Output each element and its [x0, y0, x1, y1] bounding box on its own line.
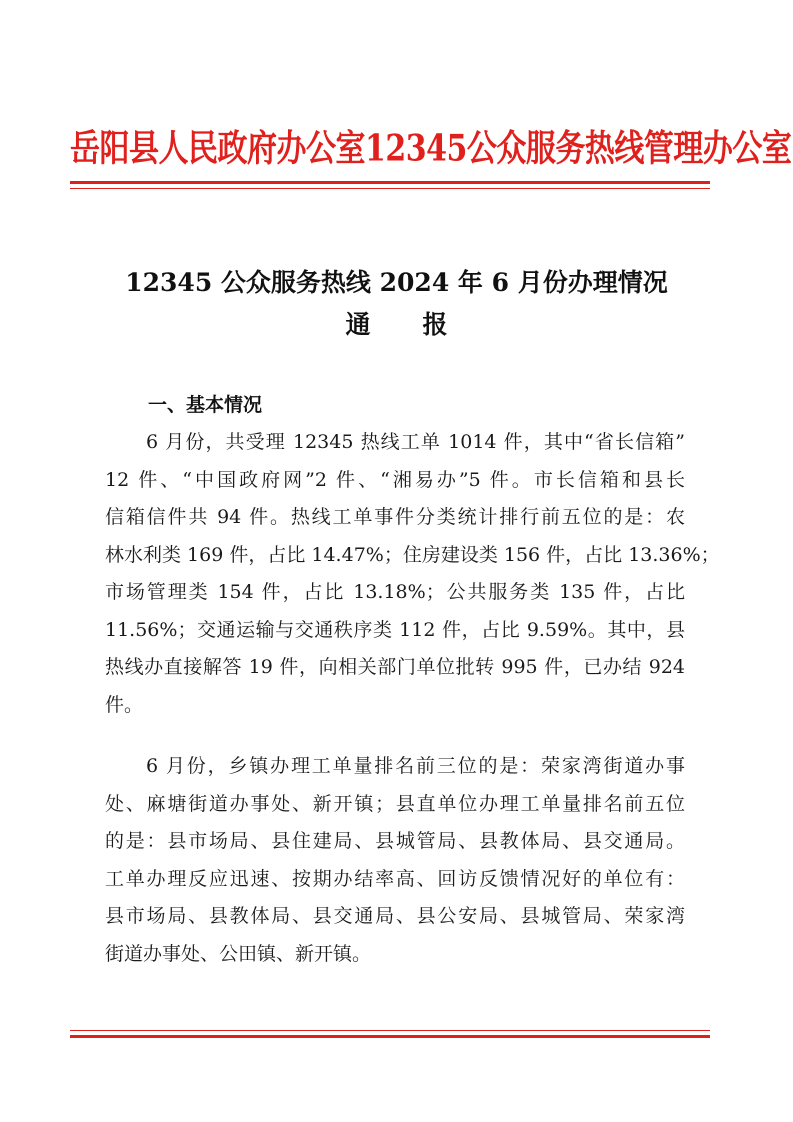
- paragraph-line: 林水利类 169 件，占比 14.47%；住房建设类 156 件，占比 13.36%；: [105, 543, 720, 566]
- paragraph-line: 市场管理类 154 件，占比 13.18%；公共服务类 135 件，占比: [105, 581, 685, 603]
- paragraph-line: 工单办理反应迅速、按期办结率高、回访反馈情况好的单位有：: [105, 867, 685, 890]
- document-title-line1: 12345 公众服务热线 2024 年 6 月份办理情况: [125, 268, 668, 297]
- paragraph-line: 街道办事处、公田镇、新开镇。: [105, 942, 372, 965]
- header-divider-thin: [70, 188, 710, 189]
- paragraph-line: 12 件、“中国政府网”2 件、“湘易办”5 件。市长信箱和县长: [105, 468, 685, 491]
- paragraph-line: 件。: [105, 693, 144, 716]
- footer-divider-thick: [70, 1035, 710, 1038]
- document-title-line2: [0, 304, 793, 346]
- document-title-char-1: 通: [345, 310, 371, 339]
- paragraph-line: 11.56%；交通运输与交通秩序类 112 件，占比 9.59%。其中，县: [105, 618, 685, 641]
- paragraph-ranking: [105, 748, 685, 973]
- document-title: [0, 262, 793, 346]
- paragraph-line: 6 月份，乡镇办理工单量排名前三位的是：荣家湾街道办事: [146, 755, 685, 777]
- paragraph-basic-stats: [105, 424, 720, 724]
- footer-divider-thin: [70, 1030, 710, 1031]
- paragraph-line: 信箱信件共 94 件。热线工单事件分类统计排行前五位的是：农: [105, 506, 685, 528]
- org-header-title: 岳阳县人民政府办公室12345公众服务热线管理办公室: [70, 127, 792, 171]
- paragraph-line: 处、麻塘街道办事处、新开镇；县直单位办理工单量排名前五位: [105, 792, 685, 815]
- paragraph-line: 6 月份，共受理 12345 热线工单 1014 件，其中“省长信箱”: [146, 431, 685, 453]
- document-title-char-2: 报: [422, 310, 448, 339]
- paragraph-line: 热线办直接解答 19 件，向相关部门单位批转 995 件，已办结 924: [105, 656, 685, 678]
- section-heading: 一、基本情况: [148, 394, 263, 416]
- paragraph-line: 的是：县市场局、县住建局、县城管局、县教体局、县交通局。: [105, 830, 685, 852]
- paragraph-line: 县市场局、县教体局、县交通局、县公安局、县城管局、荣家湾: [105, 905, 685, 927]
- header-divider-thick: [70, 181, 710, 184]
